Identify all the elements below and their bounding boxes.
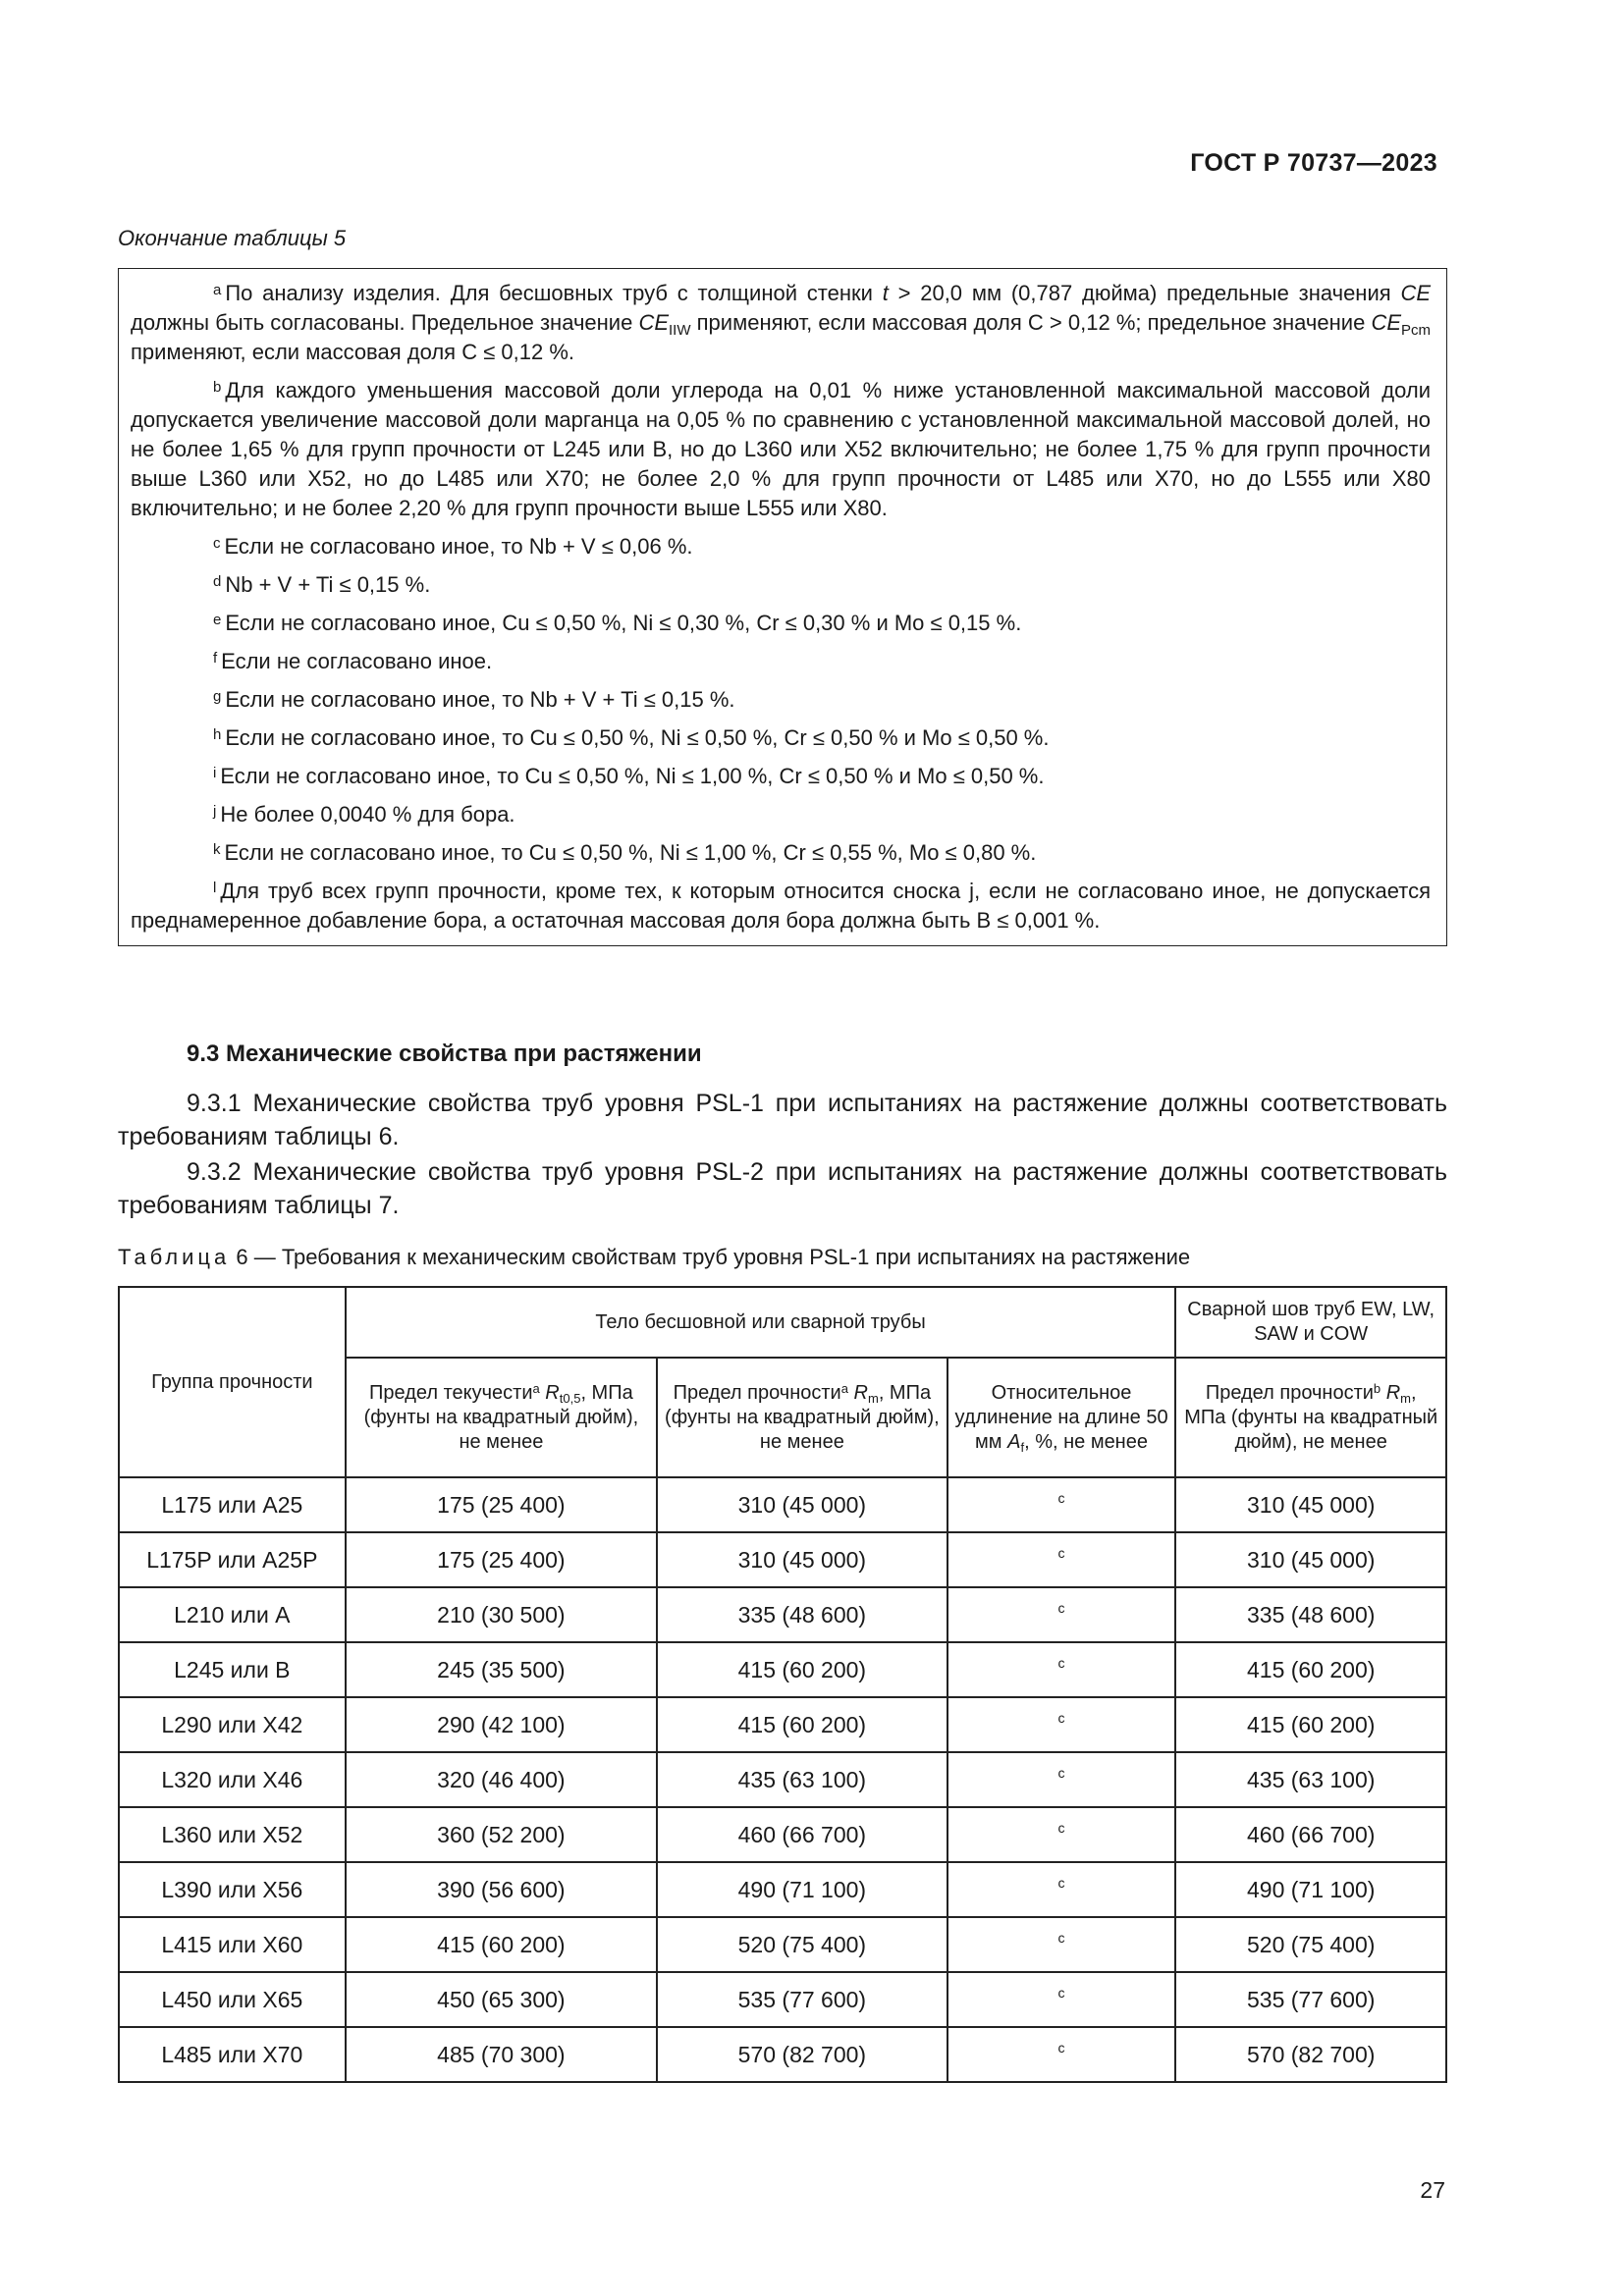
table-row xyxy=(119,1642,1446,1697)
footnote-l: $^l$ Для труб всех групп прочности, кроме тех, к которым относится сноска j, если не согласовано иное, не допускается преднамеренное добавление бора, а остаточная массовая доля бора должна быть B ≤ 0,001 %. xyxy=(131,879,1431,933)
table-6 xyxy=(118,1286,1447,2083)
table-6-body xyxy=(119,1477,1446,2082)
cell-weld-tensile: 435 (63 100) xyxy=(1175,1752,1446,1807)
table-row xyxy=(119,1972,1446,2027)
cell-weld-tensile: 460 (66 700) xyxy=(1175,1807,1446,1862)
footnote-c: $^c$ Если не согласовано иное, то Nb + V ≤ 0,06 %. xyxy=(213,534,693,559)
table-row xyxy=(119,1587,1446,1642)
cell-yield: 360 (52 200) xyxy=(346,1807,657,1862)
cell-tensile: 335 (48 600) xyxy=(657,1587,947,1642)
table-row xyxy=(119,1917,1446,1972)
cell-strength-group: L175 или A25 xyxy=(119,1477,346,1532)
cell-weld-tensile: 415 (60 200) xyxy=(1175,1642,1446,1697)
cell-strength-group: L360 или X52 xyxy=(119,1807,346,1862)
header-strength-group: Группа прочности xyxy=(119,1287,346,1477)
cell-elongation-note: c xyxy=(947,1587,1176,1642)
footnote-a: $^a$ По анализу изделия. Для бесшовных труб с толщиной стенки t > 20,0 мм (0,787 дюйма) предельные значения CE должны быть согласованы. Предельное значение $CE_{IIW}$ применяют, если массовая доля С > 0,12 %; предельное значение $CE_{Pcm}$ применяют, если массовая доля С ≤ 0,12 %. xyxy=(131,281,1431,364)
standard-header: ГОСТ Р 70737—2023 xyxy=(1190,149,1437,177)
table-row xyxy=(119,1752,1446,1807)
cell-yield: 390 (56 600) xyxy=(346,1862,657,1917)
table-continuation-label: Окончание таблицы 5 xyxy=(118,226,347,250)
cell-elongation-note: c xyxy=(947,1697,1176,1752)
cell-yield: 450 (65 300) xyxy=(346,1972,657,2027)
cell-strength-group: L245 или B xyxy=(119,1642,346,1697)
footnote-e: $^e$ Если не согласовано иное, Cu ≤ 0,50 %, Ni ≤ 0,30 %, Cr ≤ 0,30 % и Mo ≤ 0,15 %. xyxy=(213,611,1022,635)
table-row xyxy=(119,1807,1446,1862)
cell-yield: 245 (35 500) xyxy=(346,1642,657,1697)
header-tensile-strength: Предел прочности$^a$ $R_m$, МПа (фунты на квадратный дюйм), не менее xyxy=(657,1358,947,1477)
cell-yield: 320 (46 400) xyxy=(346,1752,657,1807)
footnote-i: $^i$ Если не согласовано иное, то Cu ≤ 0,50 %, Ni ≤ 1,00 %, Cr ≤ 0,50 % и Mo ≤ 0,50 %. xyxy=(213,764,1045,788)
table-5-footnotes xyxy=(118,268,1447,946)
cell-elongation-note: c xyxy=(947,2027,1176,2082)
cell-tensile: 310 (45 000) xyxy=(657,1477,947,1532)
cell-yield: 290 (42 100) xyxy=(346,1697,657,1752)
cell-tensile: 415 (60 200) xyxy=(657,1697,947,1752)
paragraph-9-3-2: 9.3.2 Механические свойства труб уровня PSL-2 при испытаниях на растяжение должны соответствовать требованиям таблицы 7. xyxy=(118,1158,1447,1219)
cell-tensile: 535 (77 600) xyxy=(657,1972,947,2027)
cell-weld-tensile: 415 (60 200) xyxy=(1175,1697,1446,1752)
cell-yield: 175 (25 400) xyxy=(346,1477,657,1532)
table-row xyxy=(119,2027,1446,2082)
cell-weld-tensile: 490 (71 100) xyxy=(1175,1862,1446,1917)
header-weld-seam: Сварной шов труб EW, LW, SAW и COW xyxy=(1175,1287,1446,1358)
cell-elongation-note: c xyxy=(947,1862,1176,1917)
cell-weld-tensile: 310 (45 000) xyxy=(1175,1532,1446,1587)
cell-weld-tensile: 570 (82 700) xyxy=(1175,2027,1446,2082)
header-weld-tensile-strength: Предел прочности$^b$ $R_m$, МПа (фунты на квадратный дюйм), не менее xyxy=(1175,1358,1446,1477)
header-elongation: Относительное удлинение на длине 50 мм $A_f$, %, не менее xyxy=(947,1358,1176,1477)
cell-yield: 415 (60 200) xyxy=(346,1917,657,1972)
cell-elongation-note: c xyxy=(947,1752,1176,1807)
footnote-h: $^h$ Если не согласовано иное, то Cu ≤ 0,50 %, Ni ≤ 0,50 %, Cr ≤ 0,50 % и Mo ≤ 0,50 %. xyxy=(213,725,1050,750)
header-yield-strength: Предел текучести$^a$ $R_{t0,5}$, МПа (фунты на квадратный дюйм), не менее xyxy=(346,1358,657,1477)
cell-elongation-note: c xyxy=(947,1532,1176,1587)
cell-strength-group: L450 или X65 xyxy=(119,1972,346,2027)
cell-elongation-note: c xyxy=(947,1917,1176,1972)
footnote-b: $^b$ Для каждого уменьшения массовой доли углерода на 0,01 % ниже установленной максимальной массовой доли допускается увеличение массовой доли марганца на 0,05 % по сравнению с установленной максимальной массовой долей, но не более 1,65 % для групп прочности от L245 или B, но до L360 или X52 включительно; не более 1,75 % для групп прочности выше L360 или X52, но до L485 или X70; не более 2,0 % для групп прочности от L485 или X70, но до L555 или X80 включительно; и не более 2,20 % для групп прочности выше L555 или X80. xyxy=(131,378,1432,520)
cell-tensile: 570 (82 700) xyxy=(657,2027,947,2082)
cell-strength-group: L320 или X46 xyxy=(119,1752,346,1807)
table-6-caption: Таблица 6 — Требования к механическим свойствам труб уровня PSL-1 при испытаниях на растяжение xyxy=(118,1245,1191,1269)
cell-elongation-note: c xyxy=(947,1972,1176,2027)
cell-tensile: 460 (66 700) xyxy=(657,1807,947,1862)
cell-tensile: 435 (63 100) xyxy=(657,1752,947,1807)
cell-strength-group: L415 или X60 xyxy=(119,1917,346,1972)
cell-strength-group: L390 или X56 xyxy=(119,1862,346,1917)
header-pipe-body: Тело бесшовной или сварной трубы xyxy=(346,1287,1176,1358)
cell-weld-tensile: 535 (77 600) xyxy=(1175,1972,1446,2027)
footnote-k: $^k$ Если не согласовано иное, то Cu ≤ 0,50 %, Ni ≤ 1,00 %, Cr ≤ 0,55 %, Mo ≤ 0,80 %. xyxy=(213,840,1037,865)
paragraph-9-3-1: 9.3.1 Механические свойства труб уровня PSL-1 при испытаниях на растяжение должны соответствовать требованиям таблицы 6. xyxy=(118,1090,1447,1150)
cell-weld-tensile: 335 (48 600) xyxy=(1175,1587,1446,1642)
cell-yield: 485 (70 300) xyxy=(346,2027,657,2082)
cell-elongation-note: c xyxy=(947,1807,1176,1862)
cell-strength-group: L175P или A25P xyxy=(119,1532,346,1587)
cell-tensile: 310 (45 000) xyxy=(657,1532,947,1587)
cell-strength-group: L485 или X70 xyxy=(119,2027,346,2082)
cell-weld-tensile: 520 (75 400) xyxy=(1175,1917,1446,1972)
table-row xyxy=(119,1477,1446,1532)
cell-tensile: 415 (60 200) xyxy=(657,1642,947,1697)
cell-yield: 175 (25 400) xyxy=(346,1532,657,1587)
cell-tensile: 520 (75 400) xyxy=(657,1917,947,1972)
footnote-d: $^d$ Nb + V + Ti ≤ 0,15 %. xyxy=(213,572,431,597)
cell-weld-tensile: 310 (45 000) xyxy=(1175,1477,1446,1532)
table-row xyxy=(119,1532,1446,1587)
page-number: 27 xyxy=(1420,2177,1445,2203)
cell-tensile: 490 (71 100) xyxy=(657,1862,947,1917)
cell-elongation-note: c xyxy=(947,1477,1176,1532)
cell-yield: 210 (30 500) xyxy=(346,1587,657,1642)
cell-elongation-note: c xyxy=(947,1642,1176,1697)
footnote-f: $^f$ Если не согласовано иное. xyxy=(213,649,493,673)
table-row xyxy=(119,1862,1446,1917)
footnote-j: $^j$ Не более 0,0040 % для бора. xyxy=(213,802,515,827)
cell-strength-group: L290 или X42 xyxy=(119,1697,346,1752)
table-row xyxy=(119,1697,1446,1752)
footnote-g: $^g$ Если не согласовано иное, то Nb + V + Ti ≤ 0,15 %. xyxy=(213,687,735,712)
cell-strength-group: L210 или A xyxy=(119,1587,346,1642)
section-heading: 9.3 Механические свойства при растяжении xyxy=(187,1041,702,1067)
